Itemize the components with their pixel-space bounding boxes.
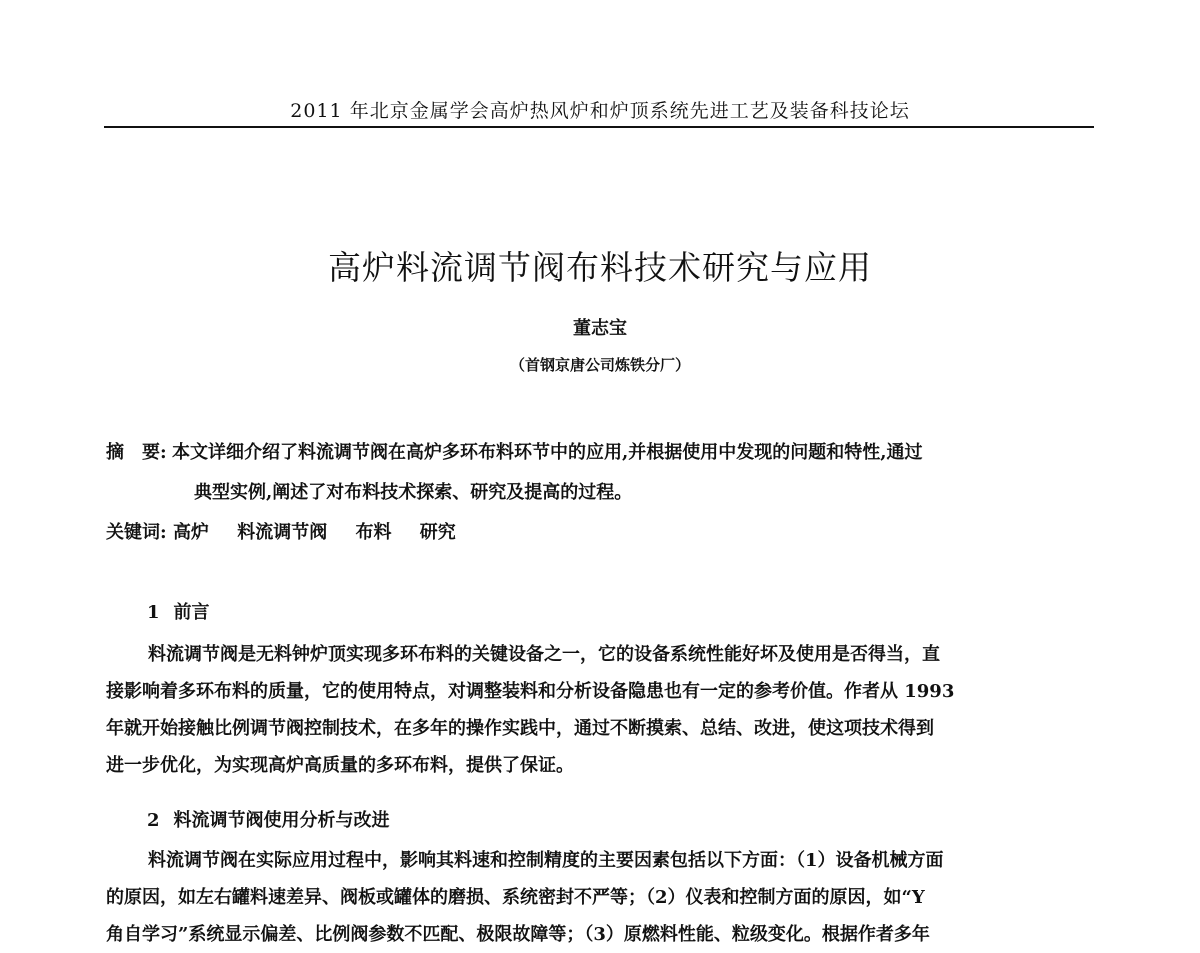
section-1-paragraph [106,636,1090,784]
paragraph-line: 的原因，如左右罐料速差异、阀板或罐体的磨损、系统密封不严等；（2）仪表和控制方面的原因，如“Y [106,887,925,908]
abstract-text-1: 本文详细介绍了料流调节阀在高炉多环布料环节中的应用,并根据使用中发现的问题和特性,通过 [172,442,923,463]
paragraph-line: 料流调节阀是无料钟炉顶实现多环布料的关键设备之一，它的设备系统性能好坏及使用是否得当，直 [148,644,940,665]
paper-title: 高炉料流调节阀布料技术研究与应用 [328,248,872,287]
abstract [106,433,1096,513]
paragraph-line: 料流调节阀在实际应用过程中，影响其料速和控制精度的主要因素包括以下方面：（1）设备机械方面 [148,850,944,871]
section-heading-2 [147,806,390,832]
keyword: 研究 [419,522,456,543]
keywords [106,513,1096,553]
author-name: 董志宝 [573,318,627,339]
paragraph-line: 接影响着多环布料的质量，它的使用特点，对调整装料和分析设备隐患也有一定的参考价值。作者从 1993 [106,681,955,702]
paragraph-line: 进一步优化，为实现高炉高质量的多环布料，提供了保证。 [106,755,574,776]
abstract-label: 摘 要: [106,442,167,463]
keyword: 高炉 [172,522,209,543]
paragraph-line: 年就开始接触比例调节阀控制技术，在多年的操作实践中，通过不断摸索、总结、改进，使这项技术得到 [106,718,934,739]
keyword: 料流调节阀 [237,522,328,543]
running-header: 2011 年北京金属学会高炉热风炉和炉顶系统先进工艺及装备科技论坛 [290,100,910,122]
author-affiliation: （首钢京唐公司炼铁分厂） [509,356,690,374]
section-heading-1 [147,598,210,624]
abstract-line-2: 典型实例,阐述了对布料技术探索、研究及提高的过程。 [194,482,633,503]
paragraph-line: 角自学习”系统显示偏差、比例阀参数不匹配、极限故障等；（3）原燃料性能、粒级变化。根据作者多年 [106,924,930,945]
section-number: 2 [147,810,160,831]
section-title: 前言 [173,602,210,623]
section-2-paragraph [106,842,1090,953]
section-number: 1 [147,602,160,623]
keyword: 布料 [355,522,392,543]
keywords-label: 关键词: [106,522,167,543]
section-title: 料流调节阀使用分析与改进 [173,810,390,831]
header-rule [104,126,1094,128]
abstract-line-1 [106,433,1096,473]
